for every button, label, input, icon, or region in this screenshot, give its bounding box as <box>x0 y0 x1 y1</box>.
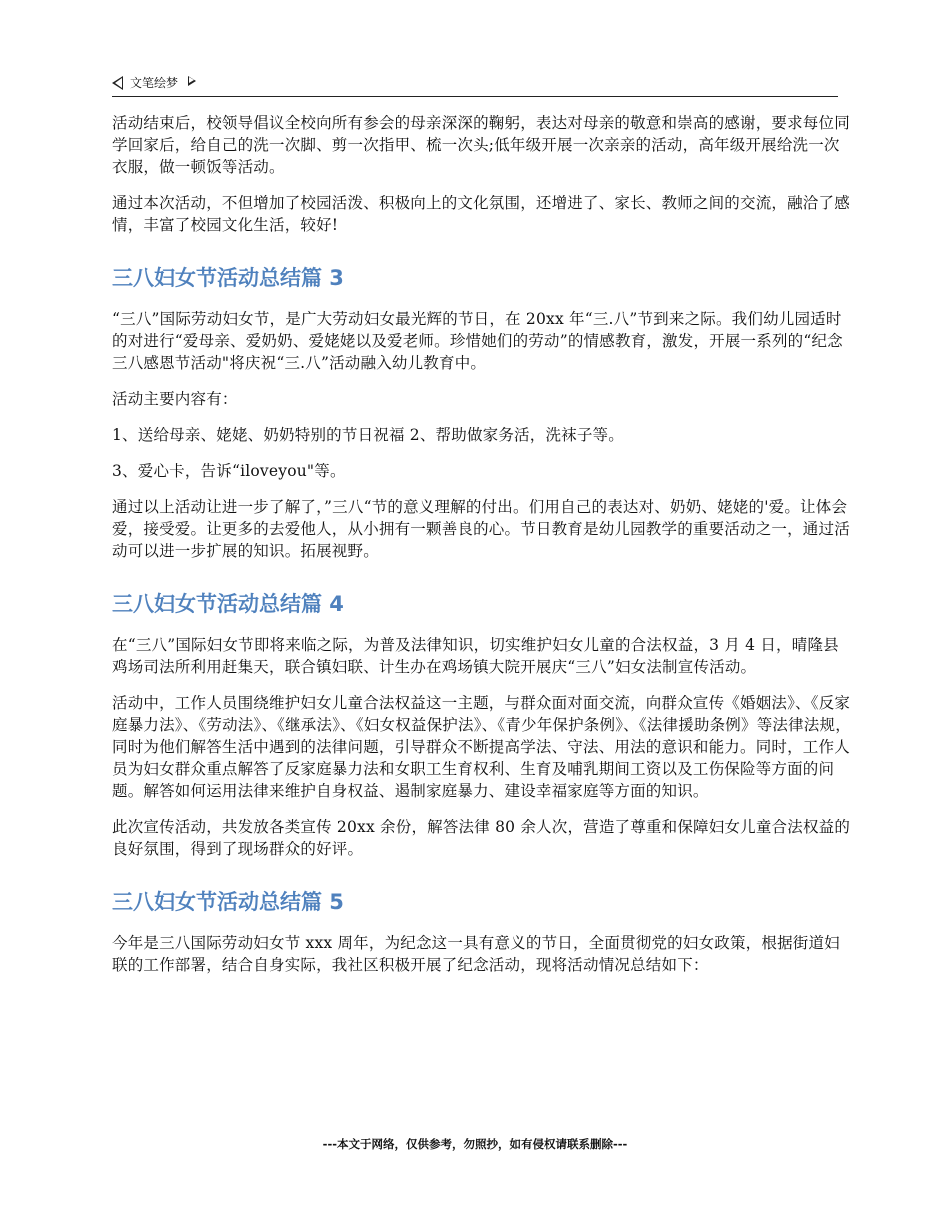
brand <box>112 74 196 91</box>
section-4-paragraph-3: 此次宣传活动，共发放各类宣传 20xx 余份，解答法律 80 余人次，营造了尊重和保障妇女儿童合法权益的良好氛围，得到了现场群众的好评。 <box>112 818 851 858</box>
section-3-paragraph-2: 活动主要内容有： <box>112 390 238 408</box>
section-3-paragraph-5: 通过以上活动让进一步了解了，”三八“节的意义理解的付出。们用自己的表达对、奶奶、姥姥的'爱。让体会爱，接受爱。让更多的去爱他人，从小拥有一颗善良的心。节日教育是幼儿园教学的重要活动之一，通过活动可以进一步扩展的知识。拓展视野。 <box>112 498 850 560</box>
section-3-paragraph-3: 1、送给母亲、姥姥、奶奶特别的节日祝福 2、帮助做家务活，洗袜子等。 <box>112 426 624 444</box>
triangle-left-icon <box>112 76 123 90</box>
page-footer: ---本文于网络，仅供参考，勿照抄，如有侵权请联系删除--- <box>322 1137 628 1151</box>
section-3-paragraph-4: 3、爱心卡，告诉“iloveyou"等。 <box>112 462 346 480</box>
document-body <box>112 112 854 990</box>
triangle-right-icon <box>188 76 196 86</box>
section-4-paragraph-2: 活动中，工作人员围绕维护妇女儿童合法权益这一主题，与群众面对面交流，向群众宣传《婚姻法》、《反家庭暴力法》、《劳动法》、《继承法》、《妇女权益保护法》、《青少年保护条例》、《法律援助条例》等法律法规，同时为他们解答生活中遇到的法律问题，引导群众不断提高学法、守法、用法的意识和能力。同时，工作人员为妇女群众重点解答了反家庭暴力法和女职工生育权利、生育及哺乳期间工资以及工伤保险等方面的问题。解答如何运用法律来维护自身权益、遏制家庭暴力、建设幸福家庭等方面的知识。 <box>112 694 851 800</box>
intro-paragraph-2: 通过本次活动，不但增加了校园活泼、积极向上的文化氛围，还增进了、家长、教师之间的交流，融洽了感情，丰富了校园文化生活，较好! <box>112 194 850 234</box>
page-header <box>112 72 838 97</box>
section-5-paragraph-1: 今年是三八国际劳动妇女节 xxx 周年，为纪念这一具有意义的节日，全面贯彻党的妇女政策，根据街道妇联的工作部署，结合自身实际，我社区积极开展了纪念活动，现将活动情况总结如下： <box>112 934 840 974</box>
section-4-title: 三八妇女节活动总结篇 4 <box>112 592 344 616</box>
intro-paragraph-1: 活动结束后，校领导倡议全校向所有参会的母亲深深的鞠躬，表达对母亲的敬意和崇高的感谢，要求每位同学回家后，给自己的洗一次脚、剪一次指甲、梳一次头;低年级开展一次亲亲的活动，高年级开展给洗一次衣服，做一顿饭等活动。 <box>112 114 850 176</box>
brand-name: 文笔绘梦 <box>130 76 179 90</box>
section-3-paragraph-1: “三八”国际劳动妇女节，是广大劳动妇女最光辉的节日，在 20xx 年“三.八”节到来之际。我们幼儿园适时的对进行“爱母亲、爱奶奶、爱姥姥以及爱老师。珍惜她们的劳动”的情感教育，激发，开展一系列的“纪念三八感恩节活动"将庆祝“三.八”活动融入幼儿教育中。 <box>112 310 843 372</box>
section-5-title: 三八妇女节活动总结篇 5 <box>112 890 344 914</box>
section-4-paragraph-1: 在“三八”国际妇女节即将来临之际，为普及法律知识，切实维护妇女儿童的合法权益，3 月 4 日，晴隆县鸡场司法所利用赶集天，联合镇妇联、计生办在鸡场镇大院开展庆“三八”妇女法制宣传活动。 <box>112 636 839 676</box>
section-3-title: 三八妇女节活动总结篇 3 <box>112 266 344 290</box>
